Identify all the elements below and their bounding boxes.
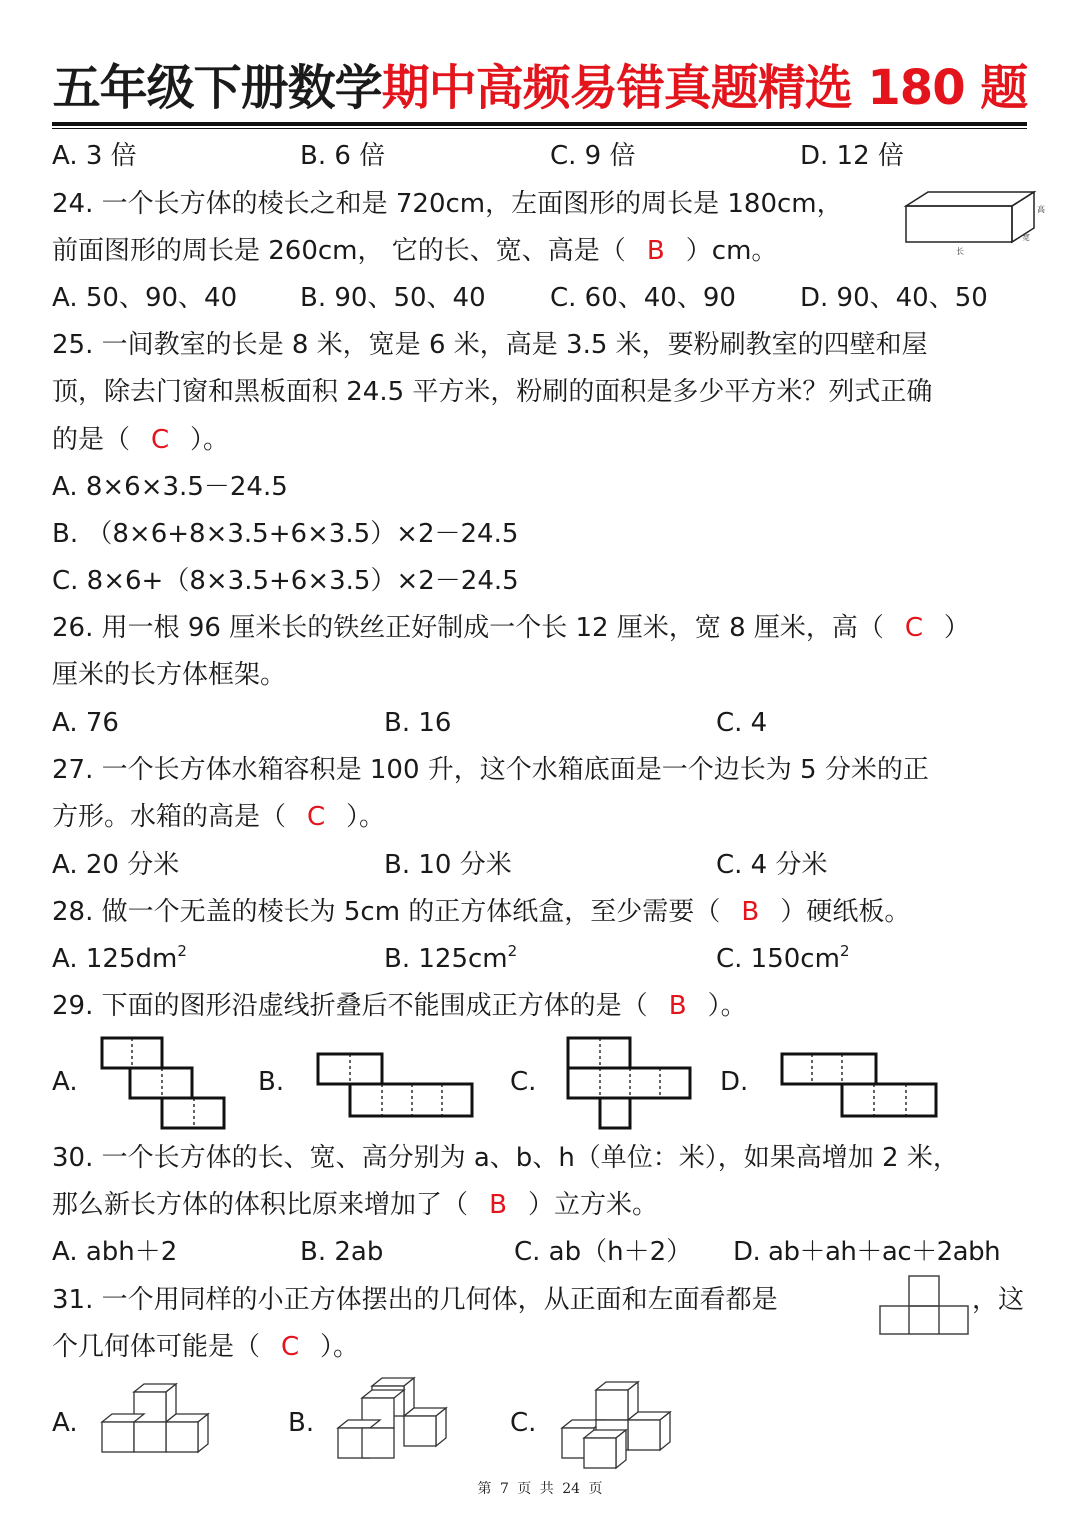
q28-option-c: C. $150cm^2$ [716, 942, 850, 974]
q25-option-a: A. 8×6×3.5－24.5 [52, 472, 288, 502]
cuboid-label-length: 长 [956, 247, 964, 256]
cube-net-d [780, 1052, 940, 1120]
q26-option-a: A. 76 [52, 708, 119, 738]
q27-option-b: B. 10 分米 [384, 850, 512, 880]
q25-line2: 顶，除去门窗和黑板面积 24.5 平方米，粉刷的面积是多少平方米？列式正确 [52, 377, 933, 407]
q28-option-a: A. $125dm^2$ [52, 942, 187, 974]
q28-line1: 28. 做一个无盖的棱长为 5cm 的正方体纸盒，至少需要（ B ）硬纸板。 [52, 892, 910, 932]
cube-net-a [100, 1036, 230, 1131]
q27-option-a: A. 20 分米 [52, 850, 180, 880]
q31-label-b: B. [288, 1408, 315, 1438]
title-red: 期中高频易错真题精选 180 题 [381, 60, 1028, 116]
page-footer: 第 7 页 共 24 页 [477, 1481, 603, 1497]
view-shape-figure [878, 1274, 972, 1338]
q26-answer: C [904, 613, 923, 643]
q31-line1-end: ，这 [972, 1285, 1025, 1315]
q30-option-d: D. ab＋ah＋ac＋2abh [733, 1237, 1001, 1267]
q23-option-a: A. 3 倍 [52, 141, 137, 171]
q29-label-b: B. [258, 1067, 285, 1097]
page-title [0, 56, 1080, 120]
q26-line1: 26. 用一根 96 厘米长的铁丝正好制成一个长 12 厘米，宽 8 厘米，高（ C ） [52, 608, 970, 648]
title-rule-thin [52, 128, 1027, 129]
q31-line1-text: 31. 一个用同样的小正方体摆出的几何体，从正面和左面看都是 [52, 1285, 778, 1315]
q24-option-a: A. 50、90、40 [52, 283, 238, 313]
cube-net-b [316, 1052, 476, 1120]
cube-net-c [566, 1036, 696, 1131]
q27-line2: 方形。水箱的高是（ C ）。 [52, 797, 385, 837]
q23-option-c: C. 9 倍 [550, 141, 636, 171]
q24-option-b: B. 90、50、40 [300, 283, 486, 313]
q29-label-d: D. [720, 1067, 749, 1097]
q24-option-c: C. 60、40、90 [550, 283, 736, 313]
q28-option-b: B. $125cm^2$ [384, 942, 518, 974]
q28-answer: B [741, 897, 760, 927]
q25-option-c: C. 8×6+（8×3.5+6×3.5）×2－24.5 [52, 566, 519, 596]
q26-option-c: C. 4 [716, 708, 768, 738]
title-black: 五年级下册数学 [52, 60, 382, 116]
title-rule-thick [52, 122, 1027, 126]
q25-line1: 25. 一间教室的长是 8 米，宽是 6 米，高是 3.5 米，要粉刷教室的四壁和屋 [52, 330, 928, 360]
q29-line1: 29. 下面的图形沿虚线折叠后不能围成正方体的是（ B ）。 [52, 986, 747, 1026]
q31-line2: 个几何体可能是（ C ）。 [52, 1327, 359, 1367]
q29-label-c: C. [510, 1067, 537, 1097]
q29-answer: B [668, 991, 687, 1021]
q31-label-c: C. [510, 1408, 537, 1438]
cube-stack-c [560, 1380, 680, 1472]
q25-line3: 的是（ C ）。 [52, 420, 229, 460]
q26-option-b: B. 16 [384, 708, 452, 738]
q30-line1: 30. 一个长方体的长、宽、高分别为 a、b、h（单位：米），如果高增加 2 米， [52, 1143, 959, 1173]
q27-answer: C [306, 802, 326, 832]
cuboid-label-width: 宽 [1022, 233, 1030, 242]
q29-label-a: A. [52, 1067, 78, 1097]
q24-line2: 前面图形的周长是 260cm， 它的长、宽、高是（ B ）cm。 [52, 231, 777, 271]
q30-option-c: C. ab（h＋2） [514, 1237, 693, 1267]
q24-line1: 24. 一个长方体的棱长之和是 720cm，左面图形的周长是 180cm， [52, 189, 843, 219]
q24-answer: B [646, 236, 665, 266]
q27-line1: 27. 一个长方体水箱容积是 100 升，这个水箱底面是一个边长为 5 分米的正 [52, 755, 929, 785]
q24-option-d: D. 90、40、50 [800, 283, 988, 313]
cuboid-figure [900, 188, 1050, 258]
q23-option-b: B. 6 倍 [300, 141, 386, 171]
cuboid-label-height: 高 [1037, 205, 1045, 214]
q25-option-b: B. （8×6+8×3.5+6×3.5）×2－24.5 [52, 519, 519, 549]
q27-option-c: C. 4 分米 [716, 850, 828, 880]
q26-line2: 厘米的长方体框架。 [52, 660, 287, 690]
q30-line2: 那么新长方体的体积比原来增加了（ B ）立方米。 [52, 1185, 658, 1225]
q31-label-a: A. [52, 1408, 78, 1438]
cube-stack-b [336, 1376, 456, 1466]
q30-answer: B [489, 1190, 507, 1220]
q30-option-a: A. abh＋2 [52, 1237, 178, 1267]
q31-answer: C [280, 1332, 300, 1362]
cube-stack-a [100, 1380, 216, 1466]
q23-option-d: D. 12 倍 [800, 141, 904, 171]
q25-answer: C [150, 425, 170, 455]
q30-option-b: B. 2ab [300, 1237, 384, 1267]
